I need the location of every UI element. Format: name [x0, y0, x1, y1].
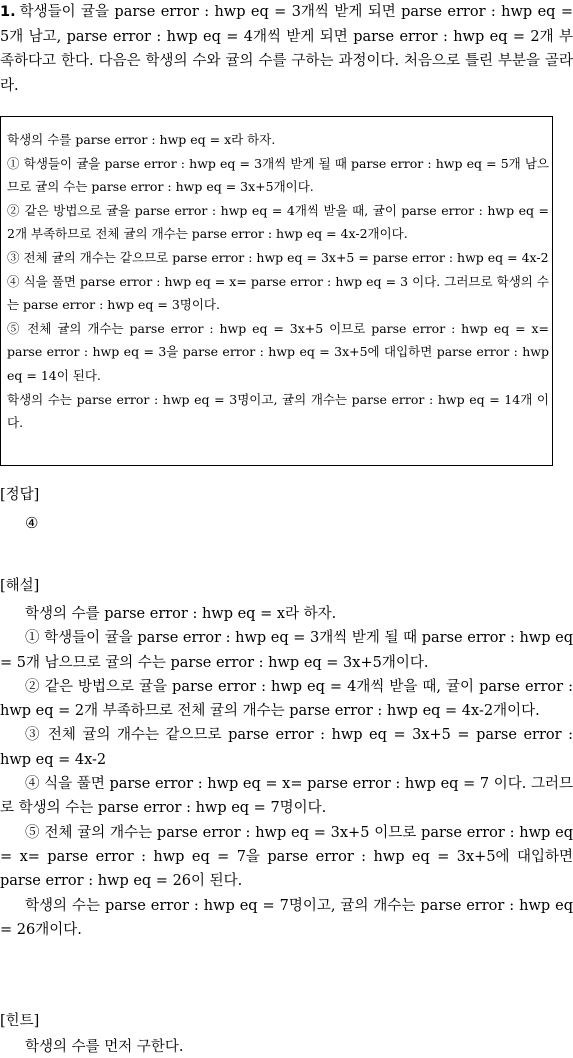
box-line-conclusion: 학생의 수는 parse error : hwp eq = 3명이고, 귤의 개수는 parse error : hwp eq = 14개 이다. [7, 391, 549, 431]
box-line-step-5: ⑤ 전체 귤의 개수는 parse error : hwp eq = 3x+5 이므로 parse error : hwp eq = x= parse error : hwp eq = 3을 parse error : hwp eq = 3x+5에 대입하면 parse error : hwp eq = 14이 된다. [7, 320, 549, 383]
box-line-step-3: ③ 전체 귤의 개수는 같으므로 parse error : hwp eq = 3x+5 = parse error : hwp eq = 4x-2 [7, 249, 549, 265]
explanation-line-step-1: ① 학생들이 귤을 parse error : hwp eq = 3개씩 받게 될 때 parse error : hwp eq = 5개 남으므로 귤의 수는 parse error : hwp eq = 3x+5개이다. [0, 630, 573, 671]
box-line-step-1: ① 학생들이 귤을 parse error : hwp eq = 3개씩 받게 될 때 parse error : hwp eq = 5개 남으므로 귤의 수는 parse error : hwp eq = 3x+5개이다. [7, 155, 549, 195]
box-line-step-2: ② 같은 방법으로 귤을 parse error : hwp eq = 4개씩 받을 때, 귤이 parse error : hwp eq = 2개 부족하므로 전체 귤의 개수는 parse error : hwp eq = 4x-2개이다. [7, 202, 549, 242]
explanation-line-intro: 학생의 수를 parse error : hwp eq = x라 하자. [25, 606, 337, 622]
box-line-intro: 학생의 수를 parse error : hwp eq = x라 하자. [7, 132, 276, 147]
explanation-body [0, 602, 573, 942]
hint-label: [힌트] [0, 1013, 40, 1029]
problem-statement [0, 0, 573, 98]
explanation-line-conclusion: 학생의 수는 parse error : hwp eq = 7명이고, 귤의 개수는 parse error : hwp eq = 26개이다. [0, 897, 573, 938]
explanation-line-step-2: ② 같은 방법으로 귤을 parse error : hwp eq = 4개씩 받을 때, 귤이 parse error : hwp eq = 2개 부족하므로 전체 귤의 개수는 parse error : hwp eq = 4x-2개이다. [0, 678, 573, 720]
question-text: 학생들이 귤을 parse error : hwp eq = 3개씩 받게 되면 parse error : hwp eq = 5개 남고, parse error : hwp eq = 4개씩 받게 되면 parse error : hwp eq = 2개 부족하다고 한다. 다음은 학생의 수와 귤의 수를 구하는 과정이다. 처음으로 틀린 부분을 골라라. [0, 4, 573, 94]
explanation-label: [해설] [0, 578, 40, 594]
answer-label: [정답] [0, 487, 40, 503]
question-number: 1. [0, 4, 16, 20]
explanation-line-step-4: ④ 식을 풀면 parse error : hwp eq = x= parse error : hwp eq = 7 이다. 그러므로 학생의 수는 parse error : hwp eq = 7명이다. [0, 776, 573, 817]
box-line-step-4: ④ 식을 풀면 parse error : hwp eq = x= parse error : hwp eq = 3 이다. 그러므로 학생의 수는 parse error : hwp eq = 3명이다. [7, 273, 549, 313]
hint-text: 학생의 수를 먼저 구한다. [25, 1039, 184, 1055]
explanation-line-step-5: ⑤ 전체 귤의 개수는 parse error : hwp eq = 3x+5 이므로 parse error : hwp eq = x= parse error : hwp eq = 7을 parse error : hwp eq = 3x+5에 대입하면 parse error : hwp eq = 26이 된다. [0, 824, 573, 890]
solution-process-box [0, 116, 553, 466]
answer-value: ④ [25, 514, 39, 532]
explanation-line-step-3: ③ 전체 귤의 개수는 같으므로 parse error : hwp eq = 3x+5 = parse error : hwp eq = 4x-2 [0, 727, 573, 768]
